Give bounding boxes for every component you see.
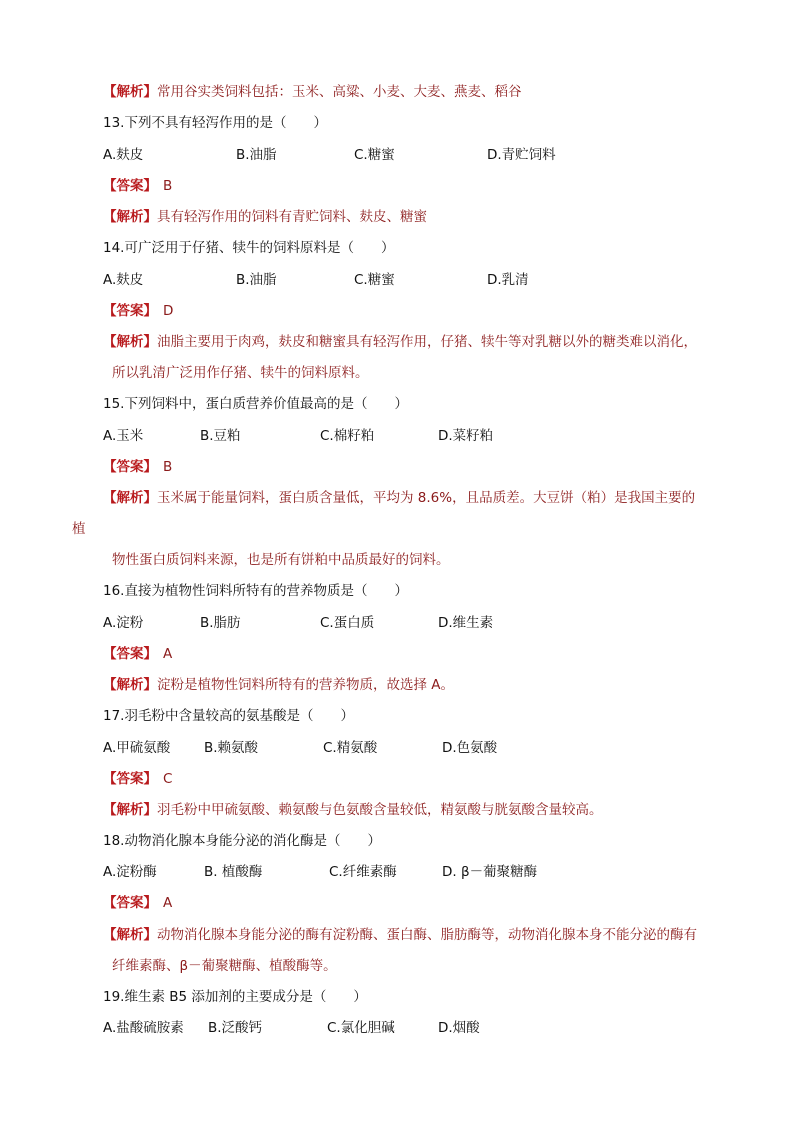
option-16-b: B.脂肪 <box>200 615 241 631</box>
analysis-14-cont: 所以乳清广泛用作仔猪、犊牛的饲料原料。 <box>112 365 369 381</box>
option-17-a: A.甲硫氨酸 <box>103 740 171 756</box>
analysis-tag: 【解析】 <box>103 84 157 100</box>
option-19-a: A.盐酸硫胺素 <box>103 1020 184 1036</box>
option-19-b: B.泛酸钙 <box>208 1020 263 1036</box>
answer-13: 【答案】 B <box>103 178 173 194</box>
option-14-a: A.麸皮 <box>103 272 144 288</box>
option-16-d: D.维生素 <box>438 615 494 631</box>
option-16-a: A.淀粉 <box>103 615 144 631</box>
question-15: 15.下列饲料中，蛋白质营养价值最高的是（ ） <box>103 396 408 412</box>
option-15-d: D.菜籽粕 <box>438 428 494 444</box>
option-13-c: C.糖蜜 <box>354 147 395 163</box>
option-18-b: B. 植酸酶 <box>204 864 263 880</box>
option-16-c: C.蛋白质 <box>320 615 375 631</box>
option-14-d: D.乳清 <box>487 272 529 288</box>
analysis-18: 【解析】动物消化腺本身能分泌的酶有淀粉酶、蛋白酶、脂肪酶等，动物消化腺本身不能分泌的酶有 <box>103 927 697 943</box>
answer-14: 【答案】 D <box>103 303 174 319</box>
question-19: 19.维生素 B5 添加剂的主要成分是（ ） <box>103 989 367 1005</box>
option-15-b: B.豆粕 <box>200 428 241 444</box>
analysis-16: 【解析】淀粉是植物性饲料所特有的营养物质，故选择 A。 <box>103 677 455 693</box>
option-17-d: D.色氨酸 <box>442 740 498 756</box>
option-17-c: C.精氨酸 <box>323 740 378 756</box>
answer-18: 【答案】 A <box>103 895 173 911</box>
analysis-12: 【解析】常用谷实类饲料包括：玉米、高粱、小麦、大麦、燕麦、稻谷 <box>103 84 522 100</box>
option-19-c: C.氯化胆碱 <box>327 1020 395 1036</box>
question-17: 17.羽毛粉中含量较高的氨基酸是（ ） <box>103 708 354 724</box>
analysis-15-cont: 物性蛋白质饲料来源，也是所有饼粕中品质最好的饲料。 <box>112 552 450 568</box>
option-13-b: B.油脂 <box>236 147 277 163</box>
question-18: 18.动物消化腺本身能分泌的消化酶是（ ） <box>103 833 381 849</box>
option-18-a: A.淀粉酶 <box>103 864 157 880</box>
option-15-c: C.棉籽粕 <box>320 428 375 444</box>
analysis-13: 【解析】具有轻泻作用的饲料有青贮饲料、麸皮、糖蜜 <box>103 209 427 225</box>
option-13-d: D.青贮饲料 <box>487 147 556 163</box>
option-19-d: D.烟酸 <box>438 1020 480 1036</box>
option-14-c: C.糖蜜 <box>354 272 395 288</box>
option-17-b: B.赖氨酸 <box>204 740 259 756</box>
answer-15: 【答案】 B <box>103 459 173 475</box>
option-14-b: B.油脂 <box>236 272 277 288</box>
analysis-15: 【解析】玉米属于能量饲料，蛋白质含量低，平均为 8.6%，且品质差。大豆饼（粕）是我国主要的 <box>103 490 696 506</box>
option-18-d: D. β－葡聚糖酶 <box>442 864 538 880</box>
option-18-c: C.纤维素酶 <box>329 864 397 880</box>
option-13-a: A.麸皮 <box>103 147 144 163</box>
analysis-14: 【解析】油脂主要用于肉鸡，麸皮和糖蜜具有轻泻作用，仔猪、犊牛等对乳糖以外的糖类难以消化， <box>103 334 697 350</box>
answer-16: 【答案】 A <box>103 646 173 662</box>
answer-17: 【答案】 C <box>103 771 173 787</box>
analysis-17: 【解析】羽毛粉中甲硫氨酸、赖氨酸与色氨酸含量较低，精氨酸与胱氨酸含量较高。 <box>103 802 603 818</box>
question-16: 16.直接为植物性饲料所特有的营养物质是（ ） <box>103 583 408 599</box>
question-14: 14.可广泛用于仔猪、犊牛的饲料原料是（ ） <box>103 240 395 256</box>
analysis-18-cont: 纤维素酶、β－葡聚糖酶、植酸酶等。 <box>112 958 337 974</box>
option-15-a: A.玉米 <box>103 428 144 444</box>
question-13: 13.下列不具有轻泻作用的是（ ） <box>103 115 327 131</box>
analysis-15-wrap: 植 <box>72 521 86 537</box>
